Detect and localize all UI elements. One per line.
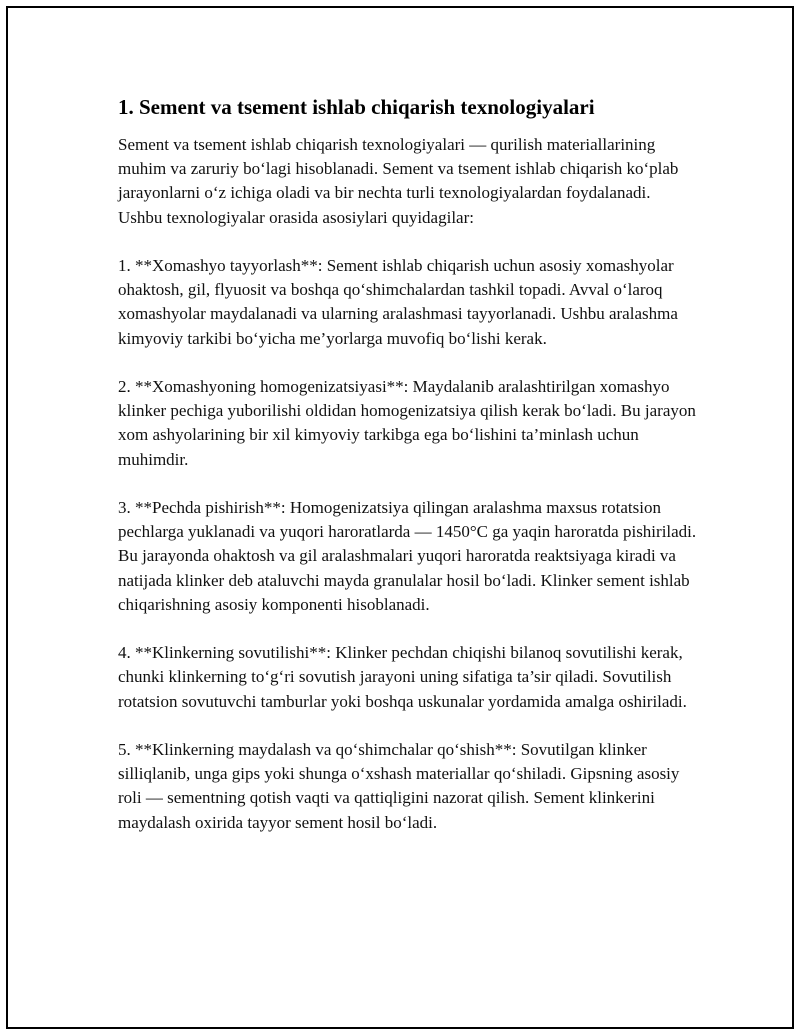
document-heading: 1. Sement va tsement ishlab chiqarish texnologiyalari <box>118 95 595 119</box>
intro-paragraph: Sement va tsement ishlab chiqarish texnologiyalari — qurilish materiallarining muhim va zaruriy bo‘lagi hisoblanadi. Sement va tsement ishlab chiqarish ko‘plab jarayonlarni o‘z ichiga oladi va bir nechta turli texnologiyalardan foydalanadi. Ushbu texnologiyalar orasida asosiylari quyidagilar: <box>118 135 679 227</box>
step-4-paragraph: 4. **Klinkerning sovutilishi**: Klinker pechdan chiqishi bilanoq sovutilishi kerak, chunki klinkerning to‘g‘ri sovutish jarayoni uning sifatiga ta’sir qiladi. Sovutilish rotatsion sovutuvchi tamburlar yoki boshqa uskunalar yordamida amalga oshiriladi. <box>118 643 687 711</box>
step-1-paragraph: 1. **Xomashyo tayyorlash**: Sement ishlab chiqarish uchun asosiy xomashyolar ohaktosh, gil, flyuosit va boshqa qo‘shimchalardan tashkil topadi. Avval o‘laroq xomashyolar maydalanadi va ularning aralashmasi tayyorlanadi. Ushbu aralashma kimyoviy tarkibi bo‘yicha me’yorlarga muvofiq bo‘lishi kerak. <box>118 256 678 348</box>
step-2-paragraph: 2. **Xomashyoning homogenizatsiyasi**: Maydalanib aralashtirilgan xomashyo klinker pechiga yuborilishi oldidan homogenizatsiya qilish kerak bo‘ladi. Bu jarayon xom ashyolarining bir xil kimyoviy tarkibga ega bo‘lishini ta’minlash uchun muhimdir. <box>118 377 696 469</box>
step-5-paragraph: 5. **Klinkerning maydalash va qo‘shimchalar qo‘shish**: Sovutilgan klinker silliqlanib, unga gips yoki shunga o‘xshash materiallar qo‘shiladi. Gipsning asosiy roli — sementning qotish vaqti va qattiqligini nazorat qilish. Sement klinkerini maydalash oxirida tayyor sement hosil bo‘ladi. <box>118 740 680 832</box>
step-3-paragraph: 3. **Pechda pishirish**: Homogenizatsiya qilingan aralashma maxsus rotatsion pechlarga yuklanadi va yuqori haroratlarda — 1450°C ga yaqin haroratda pishiriladi. Bu jarayonda ohaktosh va gil aralashmalari yuqori haroratda reaktsiyaga kiradi va natijada klinker deb ataluvchi mayda granulalar hosil bo‘ladi. Klinker sement ishlab chiqarishning asosiy komponenti hisoblanadi. <box>118 498 697 614</box>
document-body <box>118 94 698 859</box>
